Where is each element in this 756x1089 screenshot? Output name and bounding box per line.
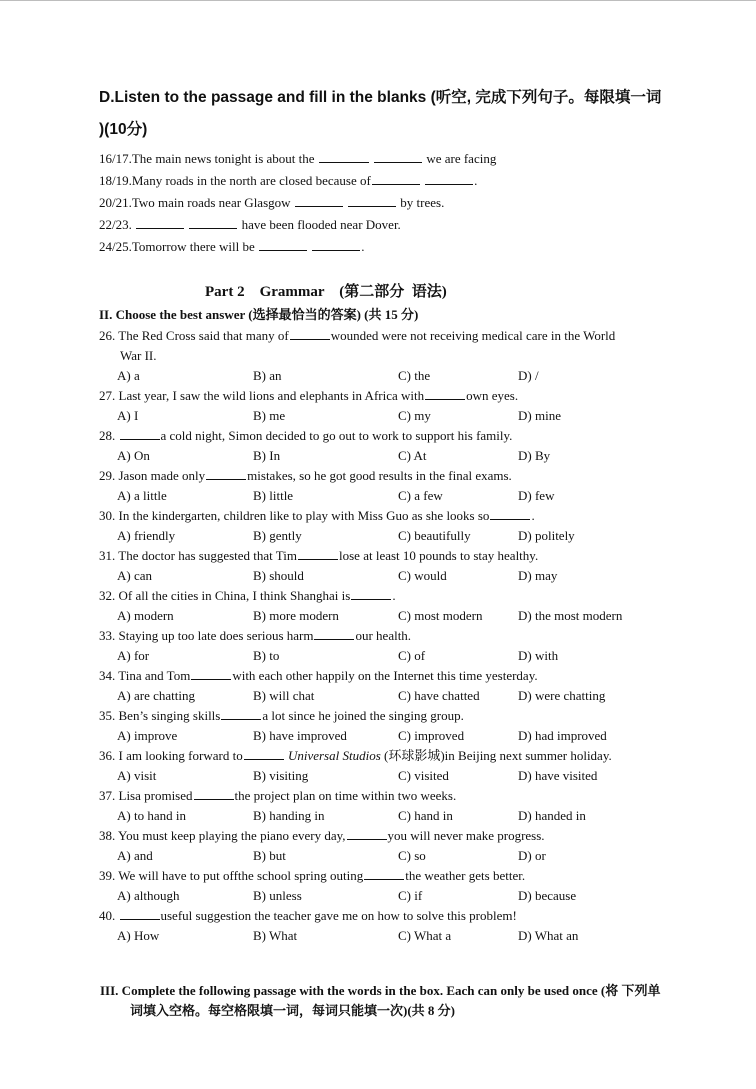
answer-option[interactable]: D) handed in	[518, 808, 586, 823]
answer-option[interactable]: B) What	[253, 928, 298, 943]
question-list	[99, 326, 699, 946]
question-text: lose at least 10 pounds to stay healthy.	[339, 548, 539, 563]
answer-blank[interactable]	[298, 547, 338, 560]
answer-option[interactable]: A) a	[117, 368, 140, 383]
question-item	[99, 706, 699, 746]
answer-option[interactable]: D) or	[518, 848, 546, 863]
fill-item-text: 22/23.	[99, 217, 132, 232]
question-text: The doctor has suggested that Tim	[118, 548, 298, 563]
question-item	[99, 746, 699, 786]
question-item	[99, 386, 699, 426]
question-number: 33.	[99, 628, 119, 643]
section-d-items	[99, 149, 699, 259]
question-number: 31.	[99, 548, 119, 563]
answer-option[interactable]: B) should	[253, 568, 304, 583]
question-stem	[99, 506, 699, 526]
answer-options	[99, 886, 699, 906]
question-item	[99, 666, 699, 706]
question-item	[99, 906, 699, 946]
question-text: I am looking forward to	[118, 748, 243, 763]
question-stem	[99, 386, 699, 406]
answer-blank[interactable]	[244, 747, 284, 760]
question-item	[99, 826, 699, 866]
section-3-title-line1: III. Complete the following passage with the words in the box. Each can only be used once (将 下列单	[100, 983, 661, 998]
answer-options	[99, 366, 699, 386]
answer-option[interactable]: C) hand in	[398, 808, 453, 823]
answer-options	[99, 406, 699, 426]
question-text: You must keep playing the piano every day,	[118, 828, 346, 843]
section-d-title	[99, 82, 709, 146]
question-text: The Red Cross said that many of	[118, 328, 289, 343]
fill-item	[99, 193, 699, 215]
question-stem	[99, 746, 699, 766]
fill-item-text: 16/17.The main news tonight is about the	[99, 151, 315, 166]
answer-options	[99, 646, 699, 666]
question-stem	[99, 706, 699, 726]
question-number: 32.	[99, 588, 119, 603]
answer-option[interactable]: A) visit	[117, 768, 157, 783]
answer-blank[interactable]	[259, 238, 307, 251]
question-text: with each other happily on the Internet this time yesterday.	[232, 668, 538, 683]
fill-item-text: 24/25.Tomorrow there will be	[99, 239, 255, 254]
answer-option[interactable]: C) have chatted	[398, 688, 480, 703]
question-text: .	[531, 508, 535, 523]
answer-blank[interactable]	[295, 194, 343, 207]
answer-option[interactable]: B) but	[253, 848, 286, 863]
answer-option[interactable]: A) I	[117, 408, 139, 423]
answer-option[interactable]: D) because	[518, 888, 577, 903]
answer-blank[interactable]	[425, 387, 465, 400]
question-text: a cold night, Simon decided to go out to work to support his family.	[160, 428, 513, 443]
answer-option[interactable]: B) to	[253, 648, 280, 663]
answer-option[interactable]: D) By	[518, 448, 551, 463]
question-number: 39.	[99, 868, 119, 883]
answer-blank[interactable]	[194, 787, 234, 800]
answer-option[interactable]: D) What an	[518, 928, 579, 943]
fill-item-text: have been flooded near Dover.	[241, 217, 401, 232]
question-number: 27.	[99, 388, 119, 403]
question-text: In the kindergarten, children like to play with Miss Guo as she looks so	[118, 508, 490, 523]
fill-item	[99, 237, 699, 259]
answer-blank[interactable]	[490, 507, 530, 520]
question-text: wounded were not receiving medical care in the World	[330, 328, 616, 343]
question-text: .	[392, 588, 396, 603]
question-text: Last year, I saw the wild lions and elephants in Africa with	[118, 388, 425, 403]
question-number: 36.	[99, 748, 119, 763]
section-2-title: II. Choose the best answer (选择最恰当的答案) (共 15 分)	[99, 307, 419, 322]
answer-option[interactable]: A) improve	[117, 728, 178, 743]
answer-blank[interactable]	[189, 216, 237, 229]
section-d-title-line2: )(10分)	[99, 121, 148, 138]
answer-blank[interactable]	[120, 427, 160, 440]
answer-blank[interactable]	[312, 238, 360, 251]
answer-blank[interactable]	[348, 194, 396, 207]
answer-option[interactable]: C) would	[398, 568, 447, 583]
fill-item	[99, 171, 699, 193]
part2-title: Part 2 Grammar (第二部分 语法)	[205, 284, 447, 300]
question-item	[99, 546, 699, 586]
answer-option[interactable]: C) most modern	[398, 608, 483, 623]
answer-option[interactable]: C) so	[398, 848, 426, 863]
question-number: 37.	[99, 788, 119, 803]
answer-blank[interactable]	[347, 827, 387, 840]
answer-option[interactable]: D) the most modern	[518, 608, 623, 623]
question-stem	[99, 906, 699, 926]
answer-options	[99, 926, 699, 946]
answer-option[interactable]: D) mine	[518, 408, 561, 423]
answer-options	[99, 806, 699, 826]
fill-item-text: we are facing	[426, 151, 497, 166]
question-text: Ben’s singing skills	[118, 708, 221, 723]
answer-options	[99, 566, 699, 586]
answer-option[interactable]: B) gently	[253, 528, 302, 543]
answer-option[interactable]: D) /	[518, 368, 539, 383]
answer-option[interactable]: C) improved	[398, 728, 465, 743]
answer-option[interactable]: D) with	[518, 648, 559, 663]
answer-option[interactable]: C) the	[398, 368, 431, 383]
answer-blank[interactable]	[364, 867, 404, 880]
question-stem	[99, 546, 699, 566]
question-number: 40.	[99, 908, 119, 923]
answer-blank[interactable]	[221, 707, 261, 720]
answer-option[interactable]: B) me	[253, 408, 286, 423]
question-stem	[99, 626, 699, 646]
answer-option[interactable]: B) little	[253, 488, 294, 503]
answer-blank[interactable]	[374, 150, 422, 163]
answer-option[interactable]: A) How	[117, 928, 160, 943]
answer-option[interactable]: D) have visited	[518, 768, 598, 783]
question-item	[99, 506, 699, 546]
section-3-title	[100, 981, 710, 1021]
answer-option[interactable]: B) an	[253, 368, 282, 383]
answer-option[interactable]: B) In	[253, 448, 281, 463]
answer-option[interactable]: B) have improved	[253, 728, 347, 743]
answer-option[interactable]: D) had improved	[518, 728, 607, 743]
answer-option[interactable]: D) few	[518, 488, 555, 503]
answer-option[interactable]: A) although	[117, 888, 180, 903]
answer-option[interactable]: C) my	[398, 408, 431, 423]
answer-options	[99, 726, 699, 746]
answer-blank[interactable]	[372, 172, 420, 185]
answer-options	[99, 686, 699, 706]
answer-option[interactable]: B) unless	[253, 888, 302, 903]
question-stem	[99, 866, 699, 886]
question-number: 34.	[99, 668, 119, 683]
question-text: mistakes, so he got good results in the final exams.	[247, 468, 512, 483]
answer-option[interactable]: B) will chat	[253, 688, 315, 703]
fill-item-text: by trees.	[400, 195, 445, 210]
answer-option[interactable]: A) for	[117, 648, 150, 663]
question-text: useful suggestion the teacher gave me on how to solve this problem!	[160, 908, 517, 923]
answer-options	[99, 766, 699, 786]
question-number: 38.	[99, 828, 119, 843]
fill-item-text: .	[361, 239, 365, 254]
answer-option[interactable]: C) if	[398, 888, 423, 903]
answer-option[interactable]: C) beautifully	[398, 528, 471, 543]
answer-option[interactable]: D) were chatting	[518, 688, 606, 703]
answer-blank[interactable]	[314, 627, 354, 640]
question-stem	[99, 326, 699, 346]
answer-option[interactable]: C) a few	[398, 488, 443, 503]
answer-option[interactable]: A) and	[117, 848, 153, 863]
answer-option[interactable]: D) may	[518, 568, 558, 583]
question-number: 35.	[99, 708, 119, 723]
question-item	[99, 326, 699, 386]
answer-option[interactable]: A) On	[117, 448, 150, 463]
question-item	[99, 786, 699, 826]
question-text: the weather gets better.	[405, 868, 526, 883]
answer-blank[interactable]	[290, 327, 330, 340]
answer-option[interactable]: B) more modern	[253, 608, 339, 623]
answer-option[interactable]: C) of	[398, 648, 426, 663]
answer-options	[99, 486, 699, 506]
answer-option[interactable]: A) can	[117, 568, 153, 583]
question-text: Staying up too late does serious harm	[118, 628, 314, 643]
question-stem	[99, 826, 699, 846]
answer-option[interactable]: A) to hand in	[117, 808, 186, 823]
answer-option[interactable]: A) modern	[117, 608, 174, 623]
section-d-title-line1: D.Listen to the passage and fill in the blanks (听空, 完成下列句子。每限填一词	[99, 89, 662, 106]
answer-option[interactable]: A) a little	[117, 488, 167, 503]
fill-item-text: .	[474, 173, 478, 188]
question-stem	[99, 786, 699, 806]
fill-item-text: 18/19.Many roads in the north are closed because of	[99, 173, 371, 188]
answer-blank[interactable]	[120, 907, 160, 920]
fill-item	[99, 215, 699, 237]
question-text: the project plan on time within two weeks.	[234, 788, 457, 803]
answer-option[interactable]: B) visiting	[253, 768, 309, 783]
question-item	[99, 626, 699, 666]
answer-options	[99, 846, 699, 866]
answer-blank[interactable]	[351, 587, 391, 600]
answer-options	[99, 446, 699, 466]
question-number: 29.	[99, 468, 119, 483]
answer-blank[interactable]	[425, 172, 473, 185]
question-text: (环球影城)in Beijing next summer holiday.	[384, 748, 612, 763]
question-text: We will have to put offthe school spring outing	[118, 868, 364, 883]
question-text: our health.	[355, 628, 412, 643]
question-item	[99, 466, 699, 506]
question-text: you will never make progress.	[387, 828, 545, 843]
question-text: Of all the cities in China, I think Shanghai is	[118, 588, 351, 603]
question-italic-text: Universal Studios	[284, 748, 385, 763]
question-number: 28.	[99, 428, 119, 443]
answer-option[interactable]: A) are chatting	[117, 688, 195, 703]
question-text-continued: War II.	[120, 348, 157, 363]
answer-option[interactable]: B) handing in	[253, 808, 325, 823]
answer-blank[interactable]	[136, 216, 184, 229]
answer-option[interactable]: A) friendly	[117, 528, 176, 543]
answer-option[interactable]: D) politely	[518, 528, 575, 543]
question-number: 26.	[99, 328, 119, 343]
answer-options	[99, 606, 699, 626]
question-item	[99, 866, 699, 906]
question-text: a lot since he joined the singing group.	[262, 708, 464, 723]
answer-blank[interactable]	[206, 467, 246, 480]
question-text: Jason made only	[118, 468, 206, 483]
question-stem	[99, 466, 699, 486]
answer-option[interactable]: C) At	[398, 448, 427, 463]
question-text: Tina and Tom	[118, 668, 191, 683]
answer-blank[interactable]	[191, 667, 231, 680]
answer-option[interactable]: C) visited	[398, 768, 449, 783]
question-number: 30.	[99, 508, 119, 523]
fill-item-text: 20/21.Two main roads near Glasgow	[99, 195, 291, 210]
question-text: Lisa promised	[118, 788, 193, 803]
page-top-border	[0, 0, 756, 1]
fill-item	[99, 149, 699, 171]
question-item	[99, 586, 699, 626]
question-item	[99, 426, 699, 466]
answer-options	[99, 526, 699, 546]
question-stem	[99, 426, 699, 446]
section-3-title-line2: 词填入空格。每空格限填一词，每词只能填一次)(共 8 分)	[130, 1003, 455, 1018]
question-stem	[99, 666, 699, 686]
question-stem	[99, 586, 699, 606]
question-text: own eyes.	[466, 388, 519, 403]
answer-option[interactable]: C) What a	[398, 928, 452, 943]
answer-blank[interactable]	[319, 150, 369, 163]
